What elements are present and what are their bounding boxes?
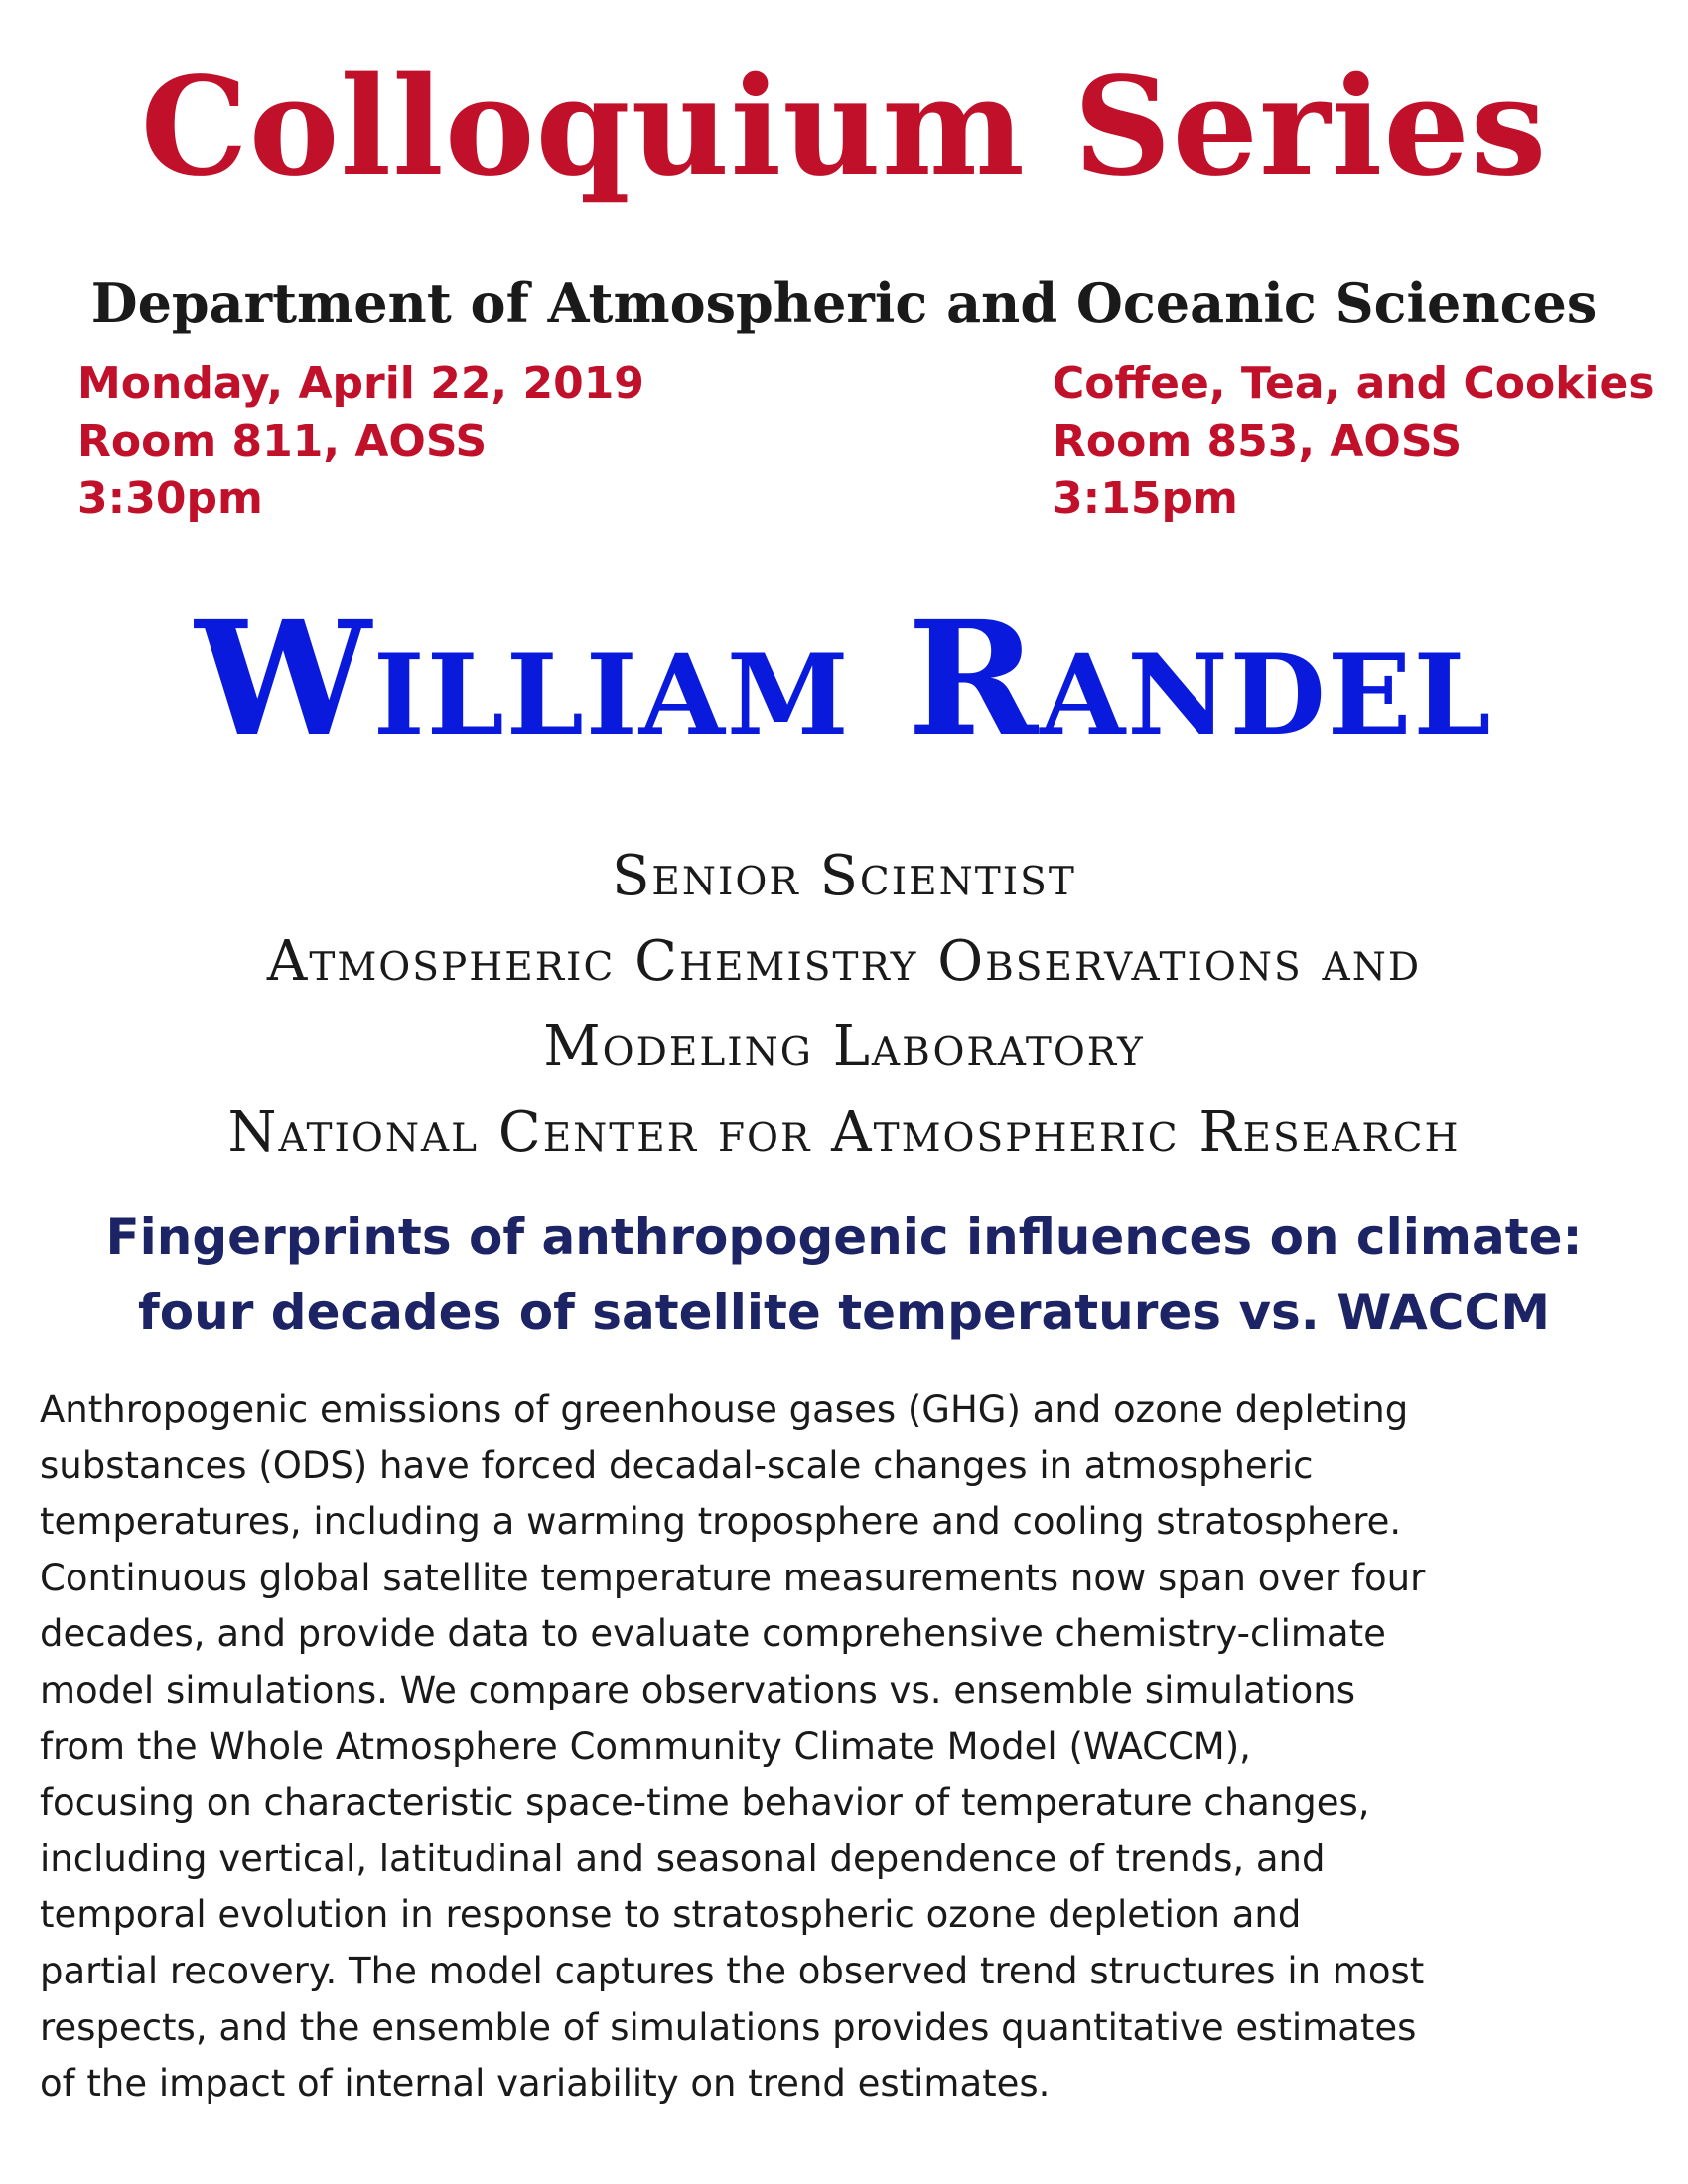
abstract-line: of the impact of internal variability on trend estimates. [40, 2062, 1051, 2106]
talk-title-line: four decades of satellite temperatures vs. WACCM [138, 1284, 1550, 1341]
series-title: Colloquium Series [140, 48, 1548, 206]
event-room: Room 811, AOSS [77, 416, 488, 467]
talk-title [0, 1199, 1688, 1350]
reception-time: 3:15pm [1053, 474, 1238, 524]
affiliation-line: Modeling Laboratory [543, 1015, 1145, 1079]
abstract-line: model simulations. We compare observations vs. ensemble simulations [40, 1668, 1355, 1711]
speaker-affiliation [0, 834, 1688, 1175]
reception-room: Room 853, AOSS [1053, 416, 1463, 467]
affiliation-line: Senior Scientist [612, 844, 1076, 908]
affiliation-line: Atmospheric Chemistry Observations and [266, 929, 1422, 994]
abstract-line: decades, and provide data to evaluate comprehensive chemistry-climate [40, 1612, 1386, 1656]
abstract-line: respects, and the ensemble of simulations provides quantitative estimates [40, 2005, 1417, 2049]
talk-title-line: Fingerprints of anthropogenic influences on climate: [105, 1208, 1583, 1266]
abstract-line: from the Whole Atmosphere Community Climate Model (WACCM), [40, 1724, 1251, 1768]
abstract-line: temporal evolution in response to stratospheric ozone depletion and [40, 1893, 1302, 1937]
abstract-line: temperatures, including a warming troposphere and cooling stratosphere. [40, 1500, 1402, 1544]
department-name: Department of Atmospheric and Oceanic Sciences [90, 271, 1598, 335]
abstract-line: substances (ODS) have forced decadal-scale changes in atmospheric [40, 1443, 1314, 1487]
reception-title: Coffee, Tea, and Cookies [1053, 358, 1655, 409]
affiliation-line: National Center for Atmospheric Research [227, 1100, 1461, 1164]
abstract-line: partial recovery. The model captures the observed trend structures in most [40, 1949, 1425, 1992]
reception-details [1053, 355, 1655, 528]
abstract [40, 1382, 1653, 2113]
event-details [77, 355, 644, 528]
event-date: Monday, April 22, 2019 [77, 358, 644, 409]
abstract-line: including vertical, latitudinal and seasonal dependence of trends, and [40, 1837, 1326, 1880]
abstract-line: focusing on characteristic space-time behavior of temperature changes, [40, 1781, 1370, 1825]
speaker-name: William Randel [195, 588, 1493, 771]
abstract-line: Continuous global satellite temperature measurements now span over four [40, 1556, 1426, 1599]
event-time: 3:30pm [77, 474, 263, 524]
abstract-line: Anthropogenic emissions of greenhouse gases (GHG) and ozone depleting [40, 1388, 1409, 1431]
